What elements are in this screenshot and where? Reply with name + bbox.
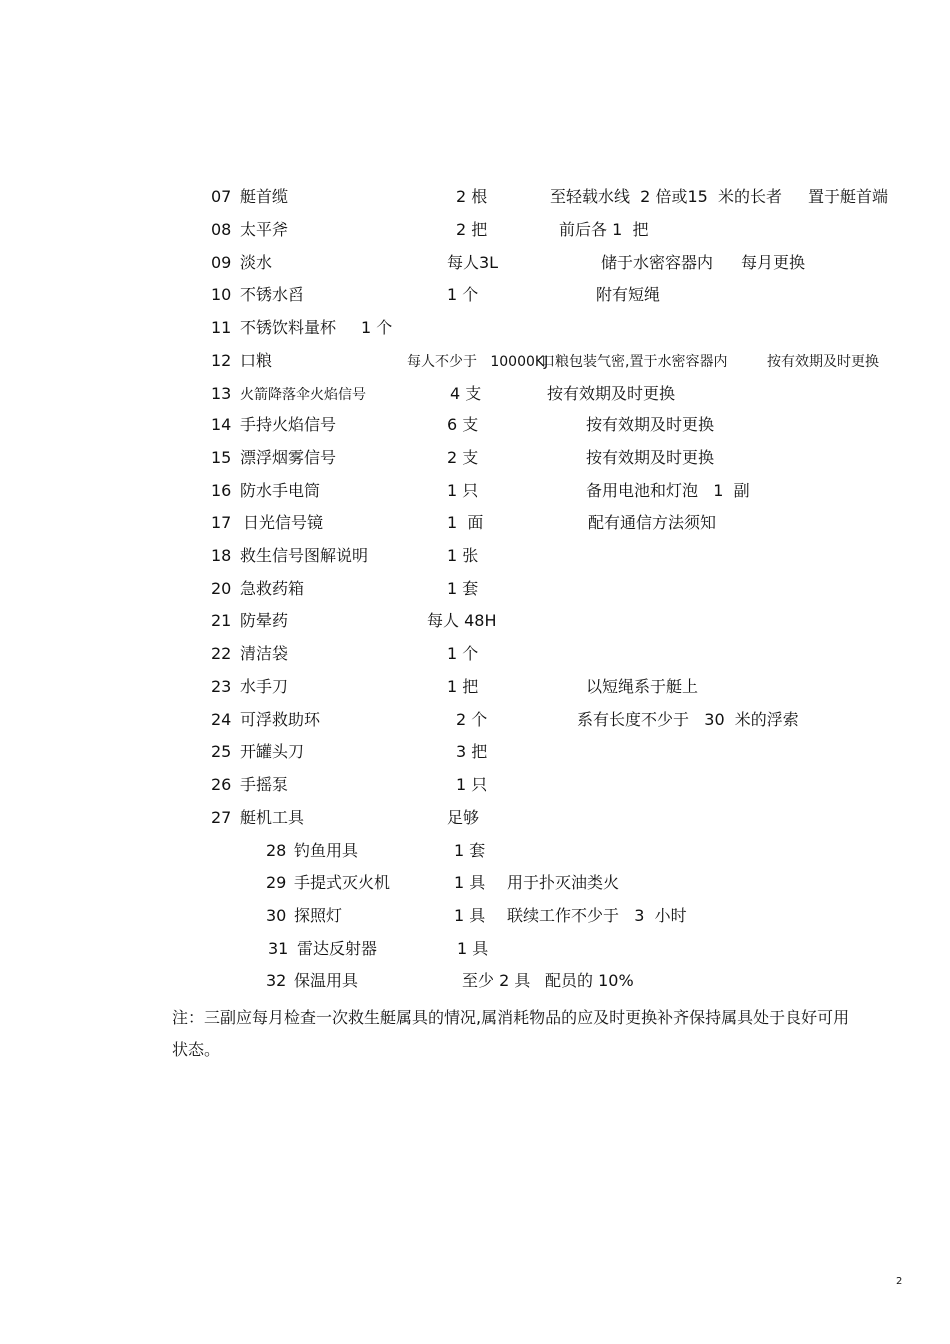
row-18-quantity: 1 张 [447,546,479,565]
row-31-quantity: 1 具 [457,939,489,958]
row-07-item: 艇首缆 [240,187,289,206]
row-25-item: 开罐头刀 [240,742,305,761]
row-30-remark: 联续工作不少于 3 小时 [507,906,687,925]
row-24-item: 可浮救助环 [240,710,321,729]
row-09-item: 淡水 [240,253,273,272]
row-23-number: 23 [211,677,232,696]
row-22-number: 22 [211,644,232,663]
row-10-remark: 附有短绳 [596,285,661,304]
row-27-item: 艇机工具 [240,808,305,827]
row-32-item: 保温用具 [294,971,359,990]
row-14-remark: 按有效期及时更换 [586,415,715,434]
row-08-remark: 前后各 1 把 [559,220,649,239]
row-29-remark: 用于扑灭油类火 [507,873,620,892]
row-15-number: 15 [211,448,232,467]
row-16-item: 防水手电筒 [240,481,321,500]
row-14-number: 14 [211,415,232,434]
row-31-number: 31 [268,939,289,958]
row-11-item: 不锈饮料量杯 [240,318,337,337]
row-15-quantity: 2 支 [447,448,479,467]
row-09-number: 09 [211,253,232,272]
row-10-number: 10 [211,285,232,304]
row-29-number: 29 [266,873,287,892]
row-16-number: 16 [211,481,232,500]
row-24-number: 24 [211,710,232,729]
row-21-number: 21 [211,611,232,630]
row-08-number: 08 [211,220,232,239]
row-07-number: 07 [211,187,232,206]
row-22-item: 清洁袋 [240,644,289,663]
row-23-remark: 以短绳系于艇上 [586,677,699,696]
row-20-quantity: 1 套 [447,579,479,598]
row-30-number: 30 [266,906,287,925]
row-08-quantity: 2 把 [456,220,488,239]
row-25-number: 25 [211,742,232,761]
row-07-quantity: 2 根 [456,187,488,206]
row-10-item: 不锈水舀 [240,285,305,304]
row-12-quantity: 每人不少于 10000KJ [407,354,549,370]
row-20-item: 急救药箱 [240,579,305,598]
row-30-quantity: 1 具 [454,906,486,925]
row-29-quantity: 1 具 [454,873,486,892]
row-21-quantity: 每人 48H [427,611,497,630]
row-16-quantity: 1 只 [447,481,479,500]
row-15-item: 漂浮烟雾信号 [240,448,337,467]
page-number: 2 [896,1276,903,1287]
row-12-remark-extra: 按有效期及时更换 [767,354,879,370]
row-17-quantity: 1 面 [447,513,484,532]
row-28-quantity: 1 套 [454,841,486,860]
row-18-number: 18 [211,546,232,565]
row-26-item: 手摇泵 [240,775,289,794]
row-13-quantity: 4 支 [450,384,482,403]
row-09-remark: 储于水密容器内 [601,253,714,272]
row-13-remark: 按有效期及时更换 [547,384,676,403]
row-20-number: 20 [211,579,232,598]
row-14-item: 手持火焰信号 [240,415,337,434]
row-23-quantity: 1 把 [447,677,479,696]
row-10-quantity: 1 个 [447,285,479,304]
row-24-remark: 系有长度不少于 30 米的浮索 [577,710,799,729]
row-28-item: 钓鱼用具 [294,841,359,860]
row-31-item: 雷达反射器 [297,939,378,958]
row-17-remark: 配有通信方法须知 [588,513,717,532]
row-27-quantity: 足够 [447,808,480,827]
row-13-number: 13 [211,384,232,403]
row-24-quantity: 2 个 [456,710,488,729]
row-29-item: 手提式灭火机 [294,873,391,892]
row-11-number: 11 [211,318,232,337]
row-08-item: 太平斧 [240,220,289,239]
row-32-quantity: 至少 2 具 [462,971,531,990]
row-32-number: 32 [266,971,287,990]
row-11-quantity: 1 个 [361,318,393,337]
row-13-item: 火箭降落伞火焰信号 [240,387,366,403]
row-07-remark-extra: 置于艇首端 [808,187,889,206]
row-32-remark: 配员的 10% [545,971,634,990]
row-30-item: 探照灯 [294,906,343,925]
row-14-quantity: 6 支 [447,415,479,434]
row-15-remark: 按有效期及时更换 [586,448,715,467]
row-09-quantity: 每人3L [447,253,499,272]
row-17-item: 日光信号镜 [243,513,324,532]
row-28-number: 28 [266,841,287,860]
row-18-item: 救生信号图解说明 [240,546,369,565]
row-22-quantity: 1 个 [447,644,479,663]
row-09-remark-extra: 每月更换 [741,253,806,272]
row-12-number: 12 [211,351,232,370]
row-12-remark: 口粮包装气密,置于水密容器内 [541,354,728,370]
row-26-quantity: 1 只 [456,775,488,794]
row-16-remark: 备用电池和灯泡 1 副 [586,481,750,500]
row-27-number: 27 [211,808,232,827]
row-26-number: 26 [211,775,232,794]
row-07-remark: 至轻载水线 2 倍或15 米的长者 [550,187,782,206]
row-23-item: 水手刀 [240,677,289,696]
row-17-number: 17 [211,513,232,532]
row-21-item: 防晕药 [240,611,289,630]
row-12-item: 口粮 [240,351,273,370]
footnote: 注：三副应每月检查一次救生艇属具的情况,属消耗物品的应及时更换补齐保持属具处于良好可用状态。 [172,1008,850,1059]
row-25-quantity: 3 把 [456,742,488,761]
